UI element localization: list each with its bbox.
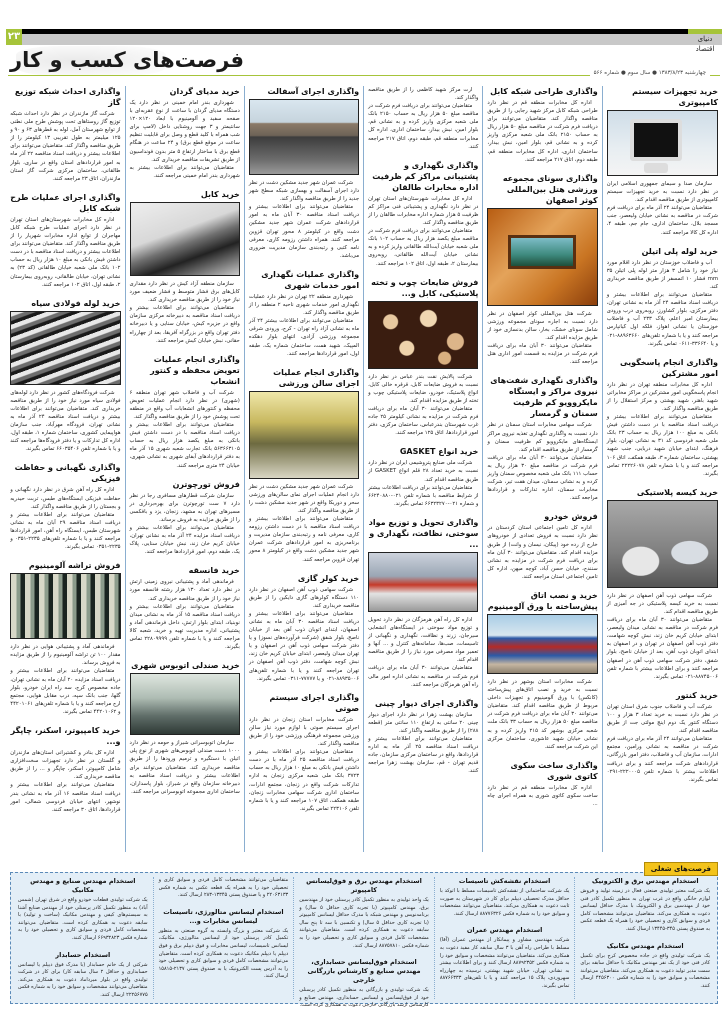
article-headline: واگذاری نگهبانی و حفاظت فیزیکی	[14, 463, 121, 484]
article-headline: فروش ضایعات چوب و تخته پلاستیکی، کابل و...	[371, 277, 479, 298]
article-body	[487, 310, 597, 367]
article-paragraph: فرماندهی آماد و پشتیبانی نیروی زمینی ارتش در نظر دارد تعداد ۱۳۰ هزار رشته فانسقه مورد نیاز خود را از طریق مناقصه خریداری کند.	[129, 579, 240, 602]
job-ad	[580, 942, 710, 991]
gym-photo	[249, 391, 359, 479]
job-ad-body: یک شرکت تولیدی قطعات خودرو واقع در شرق تهران (شمس آباد) به منظور تکمیل کادر پرسنلی خود از مهندس صنایع آشنا به سیستم‌های کیفی و مهندس مکانیک (ساخت و تولید) با سابقه دعوت به همکاری کرده است. متقاضیان می‌توانند مشخصات کامل فردی و سوابق کاری و تحصیلی خود را به شماره فکس ۶۶۹۳۲۸۲۳ ارسال کنند.	[18, 897, 148, 941]
article-paragraph: متقاضیان می‌توانند برای اطلاعات بیشتر و دریافت اسناد مزایده ۲۰ آبان ماه به نشانی تهران، جاده مخصوص کرج، سه راه ایران خودرو، بلوار گلها، جنب بانک سپه، درب مقابل هوایی، مجتمع ارج مراجعه کنند و یا با شماره تلفن‌های ۴۴۲۰۱۰۶۱ و ۴۴۲۰۱۰۶۲ تماس بگیرند.	[10, 668, 121, 715]
article-column	[6, 86, 125, 852]
article-headline: خرید کیسه پلاستیکی	[636, 487, 718, 497]
classifieds-column	[575, 877, 715, 999]
job-ad-title: استخدام نقشه‌کش تاسیسات	[458, 877, 551, 885]
sauna-photo	[487, 208, 597, 306]
article	[10, 725, 120, 814]
cable-photo	[130, 202, 240, 276]
article-headline: واگذاری اجرای عملیات طرح شبکه کابل	[10, 192, 121, 213]
job-ad-body: یک شرکت معتبر و بزرگ وابسته به گروه صنعتی به منظور تکمیل کادر پرسنلی خود از لیسانس متالورژی، مکانیک، لیسانس تاسیسات، لیسانس مخابرات و فوق دیپلم برق و فوق دیپلم یا دیپلم مکانیک دعوت به همکاری کرده است. متقاضیان می‌توانند مشخصات کامل فردی و سوابق کاری و تحصیلی خود را به آدرس پست الکترونیک یا به صندوق پستی ۲۱۳۷-۱۵۸۱۵ ارسال کنند.	[158, 927, 289, 980]
article-paragraph: شرکت سهامی ذوب آهن اصفهان در نظر دارد نسبت به خرید کیسه پلاستیکی در جه آمیزی از طریق مناقصه اقدام کند.	[606, 592, 718, 615]
article-paragraph: متقاضیان می‌توانند ۳۰ آبان ماه برای دریافت فرم شرکت در مزایده به قسمت امور اداری هتل مراجعه کنند.	[487, 343, 598, 366]
classifieds-box	[10, 872, 718, 1009]
monitor-stand	[644, 163, 668, 173]
article-headline: واگذاری انجام پاسخگویی امور مشترکین	[619, 357, 718, 378]
job-ad-title: استخدام لیسانس متالورژی، تاسیسات لیسانس مخابرات و...	[163, 907, 284, 925]
article-headline: خرید صندلی اتوبوس شهری	[131, 661, 240, 671]
page-number: ۲۳	[6, 29, 22, 45]
article-headline: واگذاری احداث شبکه توزیع گاز	[14, 87, 121, 107]
article-paragraph: آب و فاضلاب خوزستان در نظر دارد اقلام مورد نیاز خود را شامل ۳ هزار متر لوله پلی اتیلن ۳۵ mm فشار ۱۰ اتمسفر از طریق مناقصه خریداری کند.	[606, 259, 719, 290]
article-body	[368, 616, 478, 689]
article-paragraph: شرکت آب و فاضلاب شهر تهران منطقه ۶ (شهری) در نظر دارد انجام عملیات تعویض محفظه و کنتورهای انشعابات آب واقع در منطقه تحت پوشش خود را از طریق مناقصه واگذار کند.	[129, 389, 240, 420]
article-paragraph: متقاضیان می‌توانند ۳۰ آبان ماه برای دریافت فرم شرکت در مناقصه به نشانی اداره امور مالی راه آهن هرمزگان مراجعه کنند.	[368, 665, 479, 688]
article-body	[487, 678, 597, 751]
article	[130, 660, 240, 796]
article	[607, 690, 718, 784]
job-ad	[440, 926, 570, 990]
article-paragraph: متقاضیان می‌توانند برای اطلاعات بیشتر و دریافت اسناد مناقصه به دبیرخانه مرکزی سازمان واقع در جزیره کیش، خیابان سنایی و یا دبیرخانه دفتر تهران واقع در بزرگراه آفریقا، بعد از چهارراه حقانی، نبش خیابان کیش مراجعه کنند.	[129, 305, 240, 344]
job-ad-body: یک واحد تولیدی به منظور تکمیل کادر پرسنلی خود از مهندسین برق، مهندس کامپیوتر (با تجربه کاری حداقل ۵ سال) و برنامه‌نویس و مهندس شبکه با مدرک حداقل لیسانس کامپیوتر (با تجربه کاری حداقل ۵ سال) و تکنسین با سه تا پنج سال سابقه دعوت به همکاری کرده است. متقاضیان می‌توانند مشخصات کامل فردی و سوابق کاری و تحصیلی خود را به شماره فکس ۸۸۷۵۷۸۱۰ ارسال کنند.	[299, 897, 429, 949]
article	[607, 246, 718, 348]
article	[368, 517, 478, 689]
classifieds-section	[6, 862, 722, 1024]
article-paragraph: متقاضیان می‌توانند برای اطلاعات بیشتر و دریافت اسناد مناقصه ۱۵ آذر ماه به نشانی میدان نوبنیاد، ابتدای بلوار ارتش، داخل فرماندهی آماد و پشتیبانی، اداره مدیریت تهیه و خرید، شعبه کالا مراجعه کنند و یا با شماره تلفن ۲۲۸۰۹۹۹۹ تماس بگیرند.	[129, 603, 240, 651]
article	[130, 354, 240, 470]
article-body	[249, 483, 359, 564]
article-paragraph: متقاضیان می‌توانند ۲۴ آذر ماه برای دریافت فرم شرکت در مناقصه به نشانی خیابان ولیعصر، جنب مسجد بلال، ساختمان اداری، جام جم، طبقه ۴، اداره کل کالا مراجعه کنند.	[606, 205, 718, 236]
article-column	[245, 86, 364, 852]
article	[368, 698, 478, 776]
article-column	[364, 86, 483, 852]
job-ad-title: استخدام مهندس عمران	[466, 926, 543, 935]
bus-photo	[130, 673, 240, 735]
article-body	[130, 99, 240, 180]
sauna-window	[508, 235, 576, 269]
article-headline: خرید کولر گازی	[297, 573, 360, 583]
article-headline: واگذاری طراحی شبکه کابل	[490, 87, 598, 96]
article-column	[483, 86, 602, 852]
article-body	[487, 524, 597, 581]
article-paragraph: متقاضیان می‌توانند ۳۰ آبان ماه برای دریافت فرم شرکت در مزایده به نشانی کیلومتر ۲۵ جاده غرب شهرستان بندرعباس، ساختمان مرکزی، دفتر امور قراردادها، اتاق ۱۲۵ مراجعه کنند.	[368, 405, 479, 437]
article-body	[249, 586, 359, 683]
article-paragraph: سازمان منطقه آزاد کیش در نظر دارد مقداری کابل‌های برق فشار متوسط و فشار ضعیف مورد نیاز خود را از طریق مناقصه خریداری کند.	[129, 280, 240, 304]
article-headline: واگذاری اجرای سیستم صوتی	[269, 692, 360, 713]
article-headline: خرید کامپیوتر، اسکنر، چاپگر و...	[10, 726, 121, 747]
article-paragraph: متقاضیان می‌توانند برای اطلاعات بیشتر و دریافت اسناد مناقصه با در دست داشتن فیش بانکی به مبلغ یکصد هزار ریال به حساب ۵۶۳۶۶۳۱۰۵ بانک تجارت شعبه شهری ۱۵ آذر ماه به دفتر قراردادهای آبفای شهری به نشانی شهری، خیابان ۲۴ متری مراجعه کنند.	[129, 422, 240, 469]
article-paragraph: متقاضیان می‌توانند برای اطلاعات بیشتر و دریافت اسناد مناقصه ۲۵ آذر ماه به اداره قراردادها، واقع در ساختمان مرکزی سازمان، جاده قدیم تهران - قم، سازمان بهشت زهرا مراجعه کنند.	[368, 736, 479, 775]
job-ad	[18, 877, 148, 943]
article-headline: واگذاری نگهداری شفت‌های نیروی مراکز و ایستگاه مایکروویو کم ظرفیت سمنان و گرمسار	[490, 376, 598, 419]
article-headline: فروش خودرو	[544, 512, 598, 522]
article-headline: واگذاری تحویل و توزیع مواد سوختی، نظافت، نگهداری و ...	[368, 517, 479, 549]
article-paragraph: فرماندهی آماد و پشتیبانی هوایی در نظر دارد مقدار ۱۰۰ تن تراشه آلومینیوم را از طریق مزایده به فروش برساند.	[10, 644, 121, 667]
job-ad	[18, 951, 148, 1000]
article-headline: واگذاری عملیات نگهداری امور خدمات شهری	[261, 269, 360, 290]
article	[607, 357, 718, 478]
article-body	[487, 421, 597, 502]
article-body	[130, 578, 240, 651]
article-paragraph: متقاضیان می‌توانند برای دریافت اطلاعات بیشتر از شرایط مناقصه با شماره تلفن ۰۲۱-۶۶۲۴۰۸۸۰ و شماره ۰۲۱-۶۶۳۲۳۲۷۰ تماس بگیرند.	[368, 484, 479, 507]
article-paragraph: متقاضیان می‌توانند برای اطلاعات بیشتر ۲۴ آذر ماه به نشانی آزاد راه تهران - کرج، ورودی شرقی مجموعه ورزشی آزادی، انتهای بلوار دهکده المپیک، شهید همت، ساختمان شماره یک، طبقه اول، امور قراردادها مراجعه کنند.	[248, 318, 360, 357]
job-ad-title: استخدام فوق‌لیسانس حسابداری، مهندس صنایع و کارشناس بازرگانی خارجی	[307, 958, 421, 985]
article-paragraph: شهرداری منطقه ۲۲ تهران در نظر دارد عملیات نگهداری امور خدمات شهری ناحیه ۲ منطقه را از طریق مناقصه واگذار کند.	[248, 293, 360, 317]
article	[10, 462, 120, 551]
article	[607, 86, 718, 237]
article-paragraph: شرکت پالایش نفت بندر عباس در نظر دارد نسبت به فروش ضایعات کابل، قرقره خالی کابل، انواع پلاستیک، خودرو، ضایعات پلاستیکی چوب و تخته از طریق مزایده اقدام کند.	[368, 373, 479, 404]
article-paragraph: اداره کل راه آهن شرق در نظر دارد نگهبانی و حفاظت فیزیکی ایستگاه‌های طبس، تربت حیدریه و بجستان را از طریق مناقصه واگذار کند.	[10, 487, 121, 510]
article-paragraph: سازمان شرکت قطارهای مسافری رجا در نظر دارد ۷ ست تورچوترن برای بهره‌برداری در مسیرهای تهران به مشهد، زنجان، یزد و بافکسی را از طریق مزایده به فروش برساند.	[129, 492, 240, 523]
street-photo	[368, 552, 478, 612]
job-ad-body: متقاضیان می‌توانند مشخصات کامل فردی و سوابق کاری و تحصیلی خود را به همراه یک قطعه عکس به شماره فکس ۲۲۰۶۳۱۳۳ و یا صندوق پستی ۱۳۳۴۵-۲۸۳ ارسال کنند.	[158, 877, 289, 899]
article-paragraph: شرکت مخابرات استان زنجان در نظر دارد اجرای سیستم صوتی با لوازم مورد نیاز سالن ورزشی مجموعه فرهنگی ورزشی خود را از طریق مناقصه واگذار کند.	[248, 716, 360, 748]
article-headline: واگذاری سونای مجموعه ورزشی هتل بین‌المللی کوثر اصفهان	[502, 173, 598, 205]
article-headline: خرید کابل	[200, 189, 240, 199]
article-headline: خرید کنتور	[676, 690, 718, 700]
wood-photo	[368, 301, 478, 369]
article-body	[10, 643, 120, 716]
article	[130, 86, 240, 180]
asphalt-photo	[249, 99, 359, 175]
article	[368, 277, 478, 438]
article-paragraph: اداره کل راه آهن هرمزگان در نظر دارد تحویل و توزیع مواد سوختی در ایستگاه‌های انشعابی سیرجان، زرند و نظافت، نگهداری و نگهبانی از تاسیسات، صب‌ها، سامانه‌های کنترل و ... آنها و تعمیر مواد مصرفی مورد نیاز را از طریق مناقصه اقدام کند.	[368, 616, 479, 664]
article-paragraph: ارت مرکز شهید کاظمی را از طریق مناقصه واگذار کند.	[368, 87, 479, 102]
article-body	[607, 180, 718, 237]
article-paragraph: اداره کل تامین اجتماعی استان کردستان در نظر دارد نسبت به فروش تعدادی از خودروهای خارج از رده خود (پیکان، نیسان و وانت) از طریق مزایده اقدام کند. متقاضیان می‌توانند ۳۰ آبان ماه برای دریافت فرم شرکت در مزایده به نشانی سنندج، خیابان حسن آباد، کوچه میهن، اداره کل تامین اجتماعی استان مراجعه کنند.	[487, 525, 598, 580]
article	[249, 573, 359, 683]
article-body	[487, 784, 597, 808]
article-body	[10, 110, 120, 183]
article-paragraph: متقاضیان می‌توانند برای اطلاعات بیشتر و دریافت اسناد مناقصه ۳۰ آبان ماه به نشانی اصفهان، ابتدای اتوبان ذوب آهن بعد از خیابان ناصح، بلوار شفق (شرکت فرآورده‌های نسوز) و یا دفتر شرکت سهامی ذوب آهن در اصفهان و یا تهران میدان ولیعصر، ابتدای خیابان کریم خان زند، نبش کوچه شهامت، دفتر ذوب آهن اصفهان در تهران مراجعه کنند و یا با شماره تلفن‌های ۸۸۹۳۵۰۰۶-۰۲۱ و یا ۷۷۷۷۷-۰۳۱۱ تماس بگیرند.	[248, 610, 360, 682]
job-ad-title: استخدام مهندس برق و الکترونیک	[591, 877, 699, 885]
article-body	[249, 293, 359, 358]
article	[130, 565, 240, 651]
article	[487, 590, 597, 751]
article	[10, 560, 120, 716]
article-paragraph: سازمان صدا و سیمای جمهوری اسلامی ایران در نظر دارد نسبت به خرید تجهیزات سیستم کامپیوتری از طریق مناقصه اقدام کند.	[606, 181, 718, 204]
monitor-photo	[607, 110, 718, 176]
article-paragraph: متقاضیان می‌توانند برای اطلاعات بیشتر و دریافت اسناد مناقصه ۳۰ آبان ماه به امور قراردادهای شرکت عمران شهر جدید مشکین دشت واقع در کیلومتر ۸ محور تهران قزوین مراجعه کنند. همراه داشتن رزومه کاری، معرفی نامه کتبی و رتبه‌بندی سازمان مدیریت ضروری می‌باشد.	[248, 204, 360, 259]
article-body	[607, 592, 718, 681]
article-paragraph: شرکت عمران شهر جدید مشکین دشت در نظر دارد انجام عملیات اجرای نمای سالن‌های ورزشی سحر و دوریکا واقع در شهر جدید مشکین دشت را از طریق مناقصه واگذار کند.	[248, 483, 360, 514]
dateline-rule	[8, 70, 720, 76]
article-paragraph: شرکت ملی صنایع پتروشیمی ایران در نظر دارد نسبت به خرید تعداد ۲۸ قلم انواع GASKET از طریق مناقصه اقدام کند.	[368, 460, 479, 483]
job-ad	[299, 958, 429, 1010]
article-paragraph: شرکت آب و فاضلاب جنوب شرق استان تهران در نظر دارد نسبت به خرید تعداد ۳ هزار و ۱۰۰ دستگاه کنتور یک دوم اینچ مولتی جت از طریق مناقصه اقدام کند.	[606, 703, 718, 735]
job-ad-body: یک شرکت تولیدی واقع در جاده مخصوص کرج برای تکمیل کادر فنی خود از یک نفر مهندس مکانیک با حداقل سابقه برای سمت مدیر تولید دعوت به همکاری می‌کند. متقاضیان می‌توانند مشخصات و سوابق خود را به شماره فکس ۴۴۵۶۳۰۰ ارسال کنند.	[580, 952, 710, 989]
article-paragraph: اداره کل بنادر و کشتیرانی استان‌های مازندران و گلستان در نظر دارد تجهیزات سخت‌افزاری شامل کامپیوتر، اسکنر، چاپگر و ... را از طریق مناقصه خریداری کند.	[10, 750, 121, 781]
article-paragraph: متقاضیان می‌توانند برای اطلاعات بیشتر به شهرداری بندر امام خمینی مراجعه کنند.	[129, 164, 240, 179]
article-paragraph: شرکت هتل بین‌المللی کوثر اصفهان در نظر دارد نسبت به اجاره سونای مجموعه ورزشی شامل سونای خشک، بخار، سالن بدنسازی خود از طریق مزایده اقدام کند.	[487, 310, 598, 342]
job-ad-title: استخدام مهندس صنایع و مهندس مکانیک	[30, 877, 136, 894]
job-ad-body: شرکتی از یک خانم حسابدار (با مدرک فوق دیپلم یا لیسانس حسابداری و حداقل ۲ سال سابقه کار) برای کار در شرکت تولیدی واقع در بلوار میرداماد دعوت به همکاری می‌کند. متقاضیان می‌توانند مشخصات و سوابق خود را به شماره فکس ۲۲۲۵۶۷۷۵ ارسال کنند.	[18, 961, 148, 998]
article-paragraph: شرکت سهامی ذوب آهن اصفهان در نظر دارد ۱۱۰ دستگاه کولرهای گازی دایکین را از طریق مناقصه خریداری کند.	[248, 586, 360, 609]
article-headline: خرید و نصب اتاق پیش‌ساخته با ورق آلومینیوم	[487, 591, 598, 611]
article	[10, 86, 120, 183]
article-body	[10, 389, 120, 454]
article-body	[10, 749, 120, 814]
article-body	[10, 216, 120, 289]
article-body	[130, 492, 240, 557]
article-body	[607, 381, 718, 478]
article	[368, 446, 478, 508]
job-ad-body: یک شرکت ساختمانی از نقشه‌کش تاسیسات مسلط با اتوکد با حداقل مدرک تحصیلی دیپلم برای کار در شهرستان به صورت ثابت دعوت به همکاری می‌کند. متقاضیان می‌توانند مشخصات و سوابق خود را به شماره فکس ۸۸۷۷۶۳۲۶ ارسال کنند.	[439, 888, 570, 917]
aluminum-photo	[10, 573, 120, 639]
article-body	[368, 86, 478, 151]
article-paragraph: متقاضیان می‌توانند برای دریافت فرم شرکت در مناقصه مبلغ ۵۰ هزار ریال به حساب ۲۱۵۰ بانک ملی شعبه مرکزی واریز کرده و به نشانی قم، بلوار امین، نبش بیدار، ساختمان اداری، اداره کل مخابرات منطقه قم، طبقه دوم، اتاق ۲۱۷ مراجعه کنند.	[368, 103, 479, 150]
article-paragraph: شرکت گاز مازندران در نظر دارد احداث شبکه توزیع گاز روستاهای تحت پوشش طرح ملی نطنی از توابع شهرستان آمل، لوله به قطرهای ۶۳ و ۹۰ و ۱۲۵ میلیمتر به طول تقریبی ۱۳ کیلومتر را از طریق مناقصه واگذار کند. متقاضیان می‌توانند برای اطلاعات بیشتر و دریافت اسناد مناقصه ۲۲ آذر ماه به امور قراردادهای استان واقع در ساری، بلوار طالقانی، ساختمان مرکزی شرکت گاز استان مازندران، اتاق ۲۳ مراجعه کنند.	[10, 111, 121, 182]
article-body	[607, 703, 718, 784]
article-paragraph: شرکت سهامی مخابرات استان سمنان در نظر دارد نسبت به واگذاری نگهداری تغذیه نیروی مراکز ایستگاه‌های مایکروویو کم ظرفیت سمنان و گرمسار از طریق مناقصه اقدام کند.	[487, 422, 598, 453]
classifieds-label: فرصت‌های شغلی	[644, 862, 718, 876]
article-headline: خرید مدیای گردان	[169, 87, 240, 96]
article-headline: خرید لوله پلی اتیلن	[641, 246, 718, 256]
job-ad-title: استخدام مهندس برق و فوق‌لیسانس کامپیوتر	[306, 877, 422, 894]
article-paragraph: شرکت عمران شهر جدید مشکین دشت در نظر دارد اجرای آسفالت و بهسازی شبکه سطح شهر جدید را از طریق مناقصه واگذار کند.	[248, 180, 360, 203]
article-column	[603, 86, 722, 852]
job-ad	[299, 877, 429, 950]
article-headline: خرید فانسقه	[188, 566, 240, 576]
article-headline: خرید انواع GASKET	[399, 447, 479, 457]
classifieds-column	[154, 877, 295, 999]
article-body	[10, 486, 120, 551]
pipes-photo	[10, 311, 120, 385]
article-paragraph: متقاضیان می‌توانند برای دریافت فرم شرکت در مناقصه مبلغ یکصد هزار ریال به حساب ۱۰۲ بانک ملی شعبه خیابان آیت‌الله طالقانی واریز کرده و به نشانی خیابان آیت‌الله طالقانی، روبه‌روی بیمارستان ۲، طبقه اول، اتاق ۱۰۲ مراجعه کنند.	[368, 228, 479, 267]
job-ad-title: استخدام حسابدار	[55, 950, 111, 959]
article	[487, 760, 597, 808]
article	[487, 173, 597, 367]
article-paragraph: سازمان بهشت زهرا در نظر دارد اجرای دیوار چینی ۲۰ سانتی به ارتفاع ۱۱۰ سانتی متر (قطعه ۲۸۸) را از طریق مناقصه واگذار کند.	[368, 711, 479, 734]
article-body	[487, 99, 597, 164]
article-paragraph: شرکت فرودگاه‌های کشور در نظر دارد لوله‌های فولادی سیاه مورد نیاز خود را از طریق مناقصه خریداری کند. متقاضیان می‌توانند برای اطلاعات بیشتر و دریافت اسناد مناقصه ۲۴ آذر ماه به نشانی تهران، فرودگاه مهرآباد، جنب سازمان هواپیمایی کشوری، ساختمان شماره ۱، طبقه اول، اداره کل تدارکات و یا دفتر فرودگاه‌ها مراجعه کنند و یا با شماره تلفن ۶۶۰۳۵۴۰۶ تماس بگیرند.	[10, 389, 121, 453]
masthead-gray-bar	[20, 34, 722, 45]
article-body	[368, 459, 478, 508]
article-headline: فروش تراشه آلومینیوم	[28, 561, 121, 571]
job-ad-body: شرکت مهندسی مشاور و پیمانکار از مهندس عمران (آقا) مسلط با طراحی راه آهن با ۳ سال سابقه کار مفید دعوت به همکاری می‌کند. متقاضیان می‌توانند مشخصات و سوابق خود را به شماره فکس ۸۸۷۹۲۳۵۲ ارسال کنند و برای اطلاعات بیشتر به نشانی تهران، خیابان شهید بهشتی، نرسیده به چهارراه سهروردی، پلاک ۱۵ مراجعه کنند و یا با تلفن‌های ۸۸۷۶۶۳۳۳ تماس بگیرند.	[439, 937, 570, 989]
article	[249, 692, 359, 813]
job-ad	[159, 877, 289, 900]
classifieds-column	[435, 877, 576, 999]
article-paragraph: اداره کل مخابرات منطقه قم در نظر دارد طراحی شبکه کابل مرکز شهید رجایی را از طریق مناقصه واگذار کند. متقاضیان می‌توانند برای دریافت فرم شرکت در مناقصه مبلغ ۵۰ هزار ریال به حساب ۲۱۵۰ بانک ملی شعبه مرکزی واریز کرده و به نشانی قم، بلوار امین، نبش بیدار، ساختمان اداری، اداره کل مخابرات منطقه قم، طبقه دوم، اتاق ۲۱۷ مراجعه کنند.	[487, 100, 598, 163]
classifieds-column	[294, 877, 435, 1009]
article-paragraph: اداره کل مخابرات شهرستان‌های استان تهران در نظر دارد اجرای عملیات طرح شبکه کابل مهاجران از توابع اداره مخابرات شهریار را از طریق مناقصه واگذار کند. متقاضیان می‌توانند برای اطلاعات بیشتر و دریافت اسناد مناقصه با در دست داشتن فیش بانکی به مبلغ ۱۰ هزار ریال به حساب ۱۰۲ بانک ملی شعبه خیابان طالقانی (کد ۲۳) به نشانی تهران، خیابان طالقانی، روبه‌روی بیمارستان ۲، طبقه اول، اتاق ۱۰۲ مراجعه کنند.	[10, 216, 121, 288]
article	[368, 86, 478, 151]
article-paragraph: سازمان اتوبوسرانی شیراز و حومه در نظر دارد ۱۰۰۰ دست صندلی اتوبوس‌های شهری از نوع پلی اتیلن با دستگیره و ترمیم ورودها را از طریق مناقصه خریداری کند. متقاضیان می‌توانند برای اطلاعات بیشتر و دریافت اسناد مناقصه به دبیرخانه سازمان واقع در شیراز، بلوار پاسداران، ساختمان اداری مجموعه اتوبوسرانی مراجعه کنند.	[129, 740, 240, 795]
article-body	[130, 739, 240, 796]
article	[368, 160, 478, 268]
article-paragraph: متقاضیان می‌توانند ۳۰ آبان ماه برای دریافت فرم شرکت در مناقصه مبلغ ۳۰ هزار ریال به حساب ۱۱۱ بانک ملی شعبه مخصوص سمنان واریز کرده و به نشانی سمنان، میدان هفت تیر، شرکت مخابرات سمنان، اداره تدارکات و قراردادها مراجعه کنند.	[487, 454, 598, 502]
article	[487, 86, 597, 164]
article-body	[607, 259, 718, 348]
article	[487, 375, 597, 502]
containers-photo	[487, 614, 597, 674]
dateline: چهارشنبه ۱۳۸۳/۸/۲۳ ● سال سوم ● شماره ۵۶۶	[590, 70, 710, 76]
article-paragraph: متقاضیان می‌توانند برای اطلاعات بیشتر و دریافت اسناد مناقصه ۱۶ آذر ماه به نشانی بندر نوشهر، انتهای خیابان فردوسی شمالی، امور قراردادها، اتاق ۳۰ مراجعه کنند.	[10, 782, 121, 813]
article-headline: خرید لوله فولادی سیاه	[31, 298, 121, 308]
article-paragraph: متقاضیان می‌توانند ۲۴ آذر ماه برای دریافت فرم شرکت در مناقصه به نشانی ورامین، مجتمع ادارات، سازمان آب و فاضلاب، دفتر امور بازرگانی، قراردادهای شرکت مراجعه کنند و برای دریافت اطلاعات بیشتر با شماره تلفن ۲۲۲۰۰۰۵-۰۲۹۱ تماس بگیرند.	[606, 736, 718, 783]
article-body	[368, 711, 478, 776]
job-ad-body: یک شرکت تولیدی و بازرگانی به منظور تکمیل کادر پرسنلی خود از فوق‌لیسانس و لیسانس حسابداری، مهندس صنایع و کارشناس ارشد بازرگانی خارجی دعوت به همکاری کرده است.	[299, 987, 429, 1009]
article-body	[249, 179, 359, 260]
article-paragraph: اداره کل مخابرات منطقه تهران در نظر دارد انجام پاسخگویی امور مشترکین در مراکز مخابراتی شهید باهنر، شهید بهشتی و مرکز استقلال را از طریق مناقصه واگذار کند.	[606, 381, 718, 412]
article	[607, 487, 718, 681]
masthead	[6, 29, 722, 53]
bags-photo	[607, 500, 718, 588]
monitor-screen	[630, 119, 682, 161]
article	[10, 298, 120, 454]
article	[487, 511, 597, 581]
article-body	[368, 195, 478, 268]
article	[130, 189, 240, 345]
article	[249, 269, 359, 358]
article-headline: خرید تجهیزات سیستم کامپیوتری	[632, 87, 718, 107]
article	[249, 86, 359, 260]
article-paragraph: شهرداری بندر امام خمینی در نظر دارد یک دستگاه مدیای گردان با ساعت از نوع عقربه‌ای با صفحه سفید و آلومینیوم با ابعاد ۱۲۰×۱۲۰ سانتیمتر و ۳ جهت روشنایی داخل (لامپ برای شب همراه با کلید قطع و وصل برای قابلیت تنظیم ساعت در موقع قطع برق) و ۲۴ ساعت در هنگام قطع برق با ساختار ارتفاع ۵ متر بدون فونداسیون از طریق تشریفات مناقصه خریداری کند.	[129, 100, 240, 163]
article-body	[130, 280, 240, 345]
article-paragraph: متقاضیان می‌توانند برای اطلاعات بیشتر و دریافت اسناد مناقصه ۲۵ آذر ماه با در دست داشتن فیش بانکی به مبلغ ۱۰ هزار ریال به حساب ۳۷۲۳ بانک ملی شعبه مرکزی زنجان به اداره تدارکات شرکت واقع در زنجان، مجتمع ادارات، ساختمان اداری شرکت سهامی مخابرات زنجان، طبقه همکف، اتاق ۱۰۷ مراجعه کنند و یا با شماره تلفن ۲۲۳۱۰۶ تماس بگیرند.	[248, 749, 360, 812]
article-headline: واگذاری انجام عملیات اجرای سالن ورزشی	[273, 367, 360, 388]
article-paragraph: متقاضیان می‌توانند برای اطلاعات بیشتر و دریافت اسناد مناقصه با در دست داشتن فیش بانکی به مبلغ ۱۰۰ هزار ریال به حساب ۲۳ بانک ملی شعبه فردوسی کد ۳۱ به نشانی تهران، بلوار فرهنگ، ابتدای خیابان شهید دریایی، جنب شهید بهشتی، ساختمان شماره ۳، طبقه همکف، اتاق ۱۰۶ مراجعه کنند و یا با شماره تلفن ۲۲۲۲۶۰۷۸ تماس بگیرند.	[606, 414, 719, 477]
article-headline: واگذاری ساخت سکوی کاتوی شوری	[510, 760, 598, 781]
newspaper-logo: دنیای اقتصاد	[688, 29, 722, 45]
article-headline: واگذاری اجرای آسفالت	[267, 87, 360, 96]
article-paragraph: اداره کل مخابرات شهرستان‌های استان تهران در نظر دارد نگهداری و پشتیبانی فنی مراکز کم ظرفیت ۵ هزار شماره اداره مخابرات طالقان را از طریق مناقصه واگذار کند.	[368, 195, 479, 227]
article-headline: فروش تورچوترن	[172, 479, 240, 489]
article	[10, 192, 120, 289]
article	[249, 367, 359, 564]
article-headline: واگذاری نگهداری و پشتیبانی مراکز کم ظرفیت اداره مخابرات طالقان	[372, 160, 479, 192]
classifieds-column	[13, 877, 154, 999]
article	[130, 479, 240, 557]
article-paragraph: متقاضیان می‌توانند برای اطلاعات بیشتر و دریافت اسناد مناقصه ۲۹ آبان ماه به نشانی شهرستان طبس، ایستگاه راه آهن، امور قراردادها مراجعه کنند و یا با شماره تلفن‌های ۲۲۳۵-۰۳۵۱ و ۲۲۳۵-۰۳۵۱ تماس بگیرند.	[10, 511, 121, 551]
job-ad	[580, 877, 710, 934]
article-body	[368, 373, 478, 438]
article-column	[126, 86, 245, 852]
article-paragraph: متقاضیان می‌توانند برای اطلاعات بیشتر و دریافت اسناد مزایده ۲۴ آذر ماه به نشانی تهران، خیابان کریم خان زند، نبش خیابان سنایی، پلاک یک، طبقه دوم، امور قراردادها مراجعه کنند.	[129, 525, 240, 556]
article-headline: واگذاری اجرای دیوار چینی	[374, 698, 479, 708]
job-ad	[159, 908, 289, 981]
article-paragraph: شرکت مخابرات استان بوشهر در نظر دارد نسبت به خرید و نصب اتاق‌های پیش‌ساخته (کانکس) با ورق آلومینیوم و تجهیزات داخلی مربوط از طریق مناقصه اقدام کند. متقاضیان می‌توانند ۳۰ آبان ماه برای دریافت فرم شرکت در مناقصه مبلغ ۵۰ هزار ریال به حساب ۳۳ بانک ملت شعبه مرکزی بوشهر کد ۲۱۵ واریز کرده و به نشانی خیابان شهید عاشوری، ساختمان مرکزی این شرکت مراجعه کنند.	[487, 679, 598, 750]
article-headline: واگذاری انجام عملیات تعویض محفظه و کنتور انشعاب	[150, 354, 240, 386]
article-body	[130, 389, 240, 470]
article-columns	[6, 86, 722, 852]
job-ad-title: استخدام مهندس مکانیک	[606, 941, 684, 950]
section-title: فرصت‌های کسب و کار	[10, 48, 245, 72]
article-paragraph: متقاضیان می‌توانند برای اطلاعات بیشتر و دریافت اسناد مناقصه با در دست داشتن رزومه کاری، معرفی نامه و رتبه‌بندی سازمان مدیریت و برنامه‌ریزی به امور قراردادهای شرکت عمران شهر جدید مشکین دشت واقع در کیلومتر ۸ محور تهران قزوین مراجعه کنند.	[248, 516, 360, 563]
article-paragraph: متقاضیان می‌توانند برای اطلاعات بیشتر و دریافت اسناد مناقصه ۲۴ آذر ماه به نشانی تهران، دفتر مرکزی، بلوار کشاورز، روبه‌روی درب ورودی بیمارستان امیر اعلم، پلاک ۲۳۳ آب و فاضلاب خوزستان یا نشانی اهواز، فلکه اول کیانپارس مراجعه کنند و یا با شماره تلفن‌های ۸۸۹۶۳۶۶۰-۰۲۱ و یا ۳۳۶۶۴۰-۰۶۱۱ تماس بگیرند.	[606, 292, 718, 347]
article-body	[249, 716, 359, 813]
job-ad-body: یک شرکت معتبر تولیدی صنعتی فعال در زمینه تولید و فروش لوازم خانگی واقع در غرب تهران به منظور تکمیل کادر فنی خود از مهندسین برق و الکترونیک با مدرک حداقل لیسانس دعوت به همکاری می‌کند. متقاضیان می‌توانند مشخصات کامل فردی و سوابق کاری و تحصیلی خود را همراه یک قطعه عکس به صندوق پستی ۳۴۵-۱۳۴۴۵ ارسال کنند.	[580, 888, 710, 932]
job-ad	[440, 877, 570, 918]
article-paragraph: متقاضیان می‌توانند ۳۰ آبان ماه برای دریافت فرم شرکت در مناقصه به نشانی میدان ولیعصر، ابتدای خیابان کریم خان زند، نبش کوچه شهامت، دفتر ذوب آهن اصفهان در تهران و در اصفهان به ابتدای اتوبان ذوب آهن، بعد از خیابان ناصح، بلوار شفق، دفتر شرکت سهامی ذوب آهن در اصفهان مراجعه کنند و برای اطلاعات بیشتر با شماره تلفن ۸۸۷۴۵۰۰۶-۰۲۱ تماس بگیرند.	[606, 617, 718, 680]
article-paragraph: اداره کل مخابرات منطقه قم در نظر دارد ساخت سکوی کاتوی شوری به همراه اجرای چاه ...	[487, 784, 598, 808]
